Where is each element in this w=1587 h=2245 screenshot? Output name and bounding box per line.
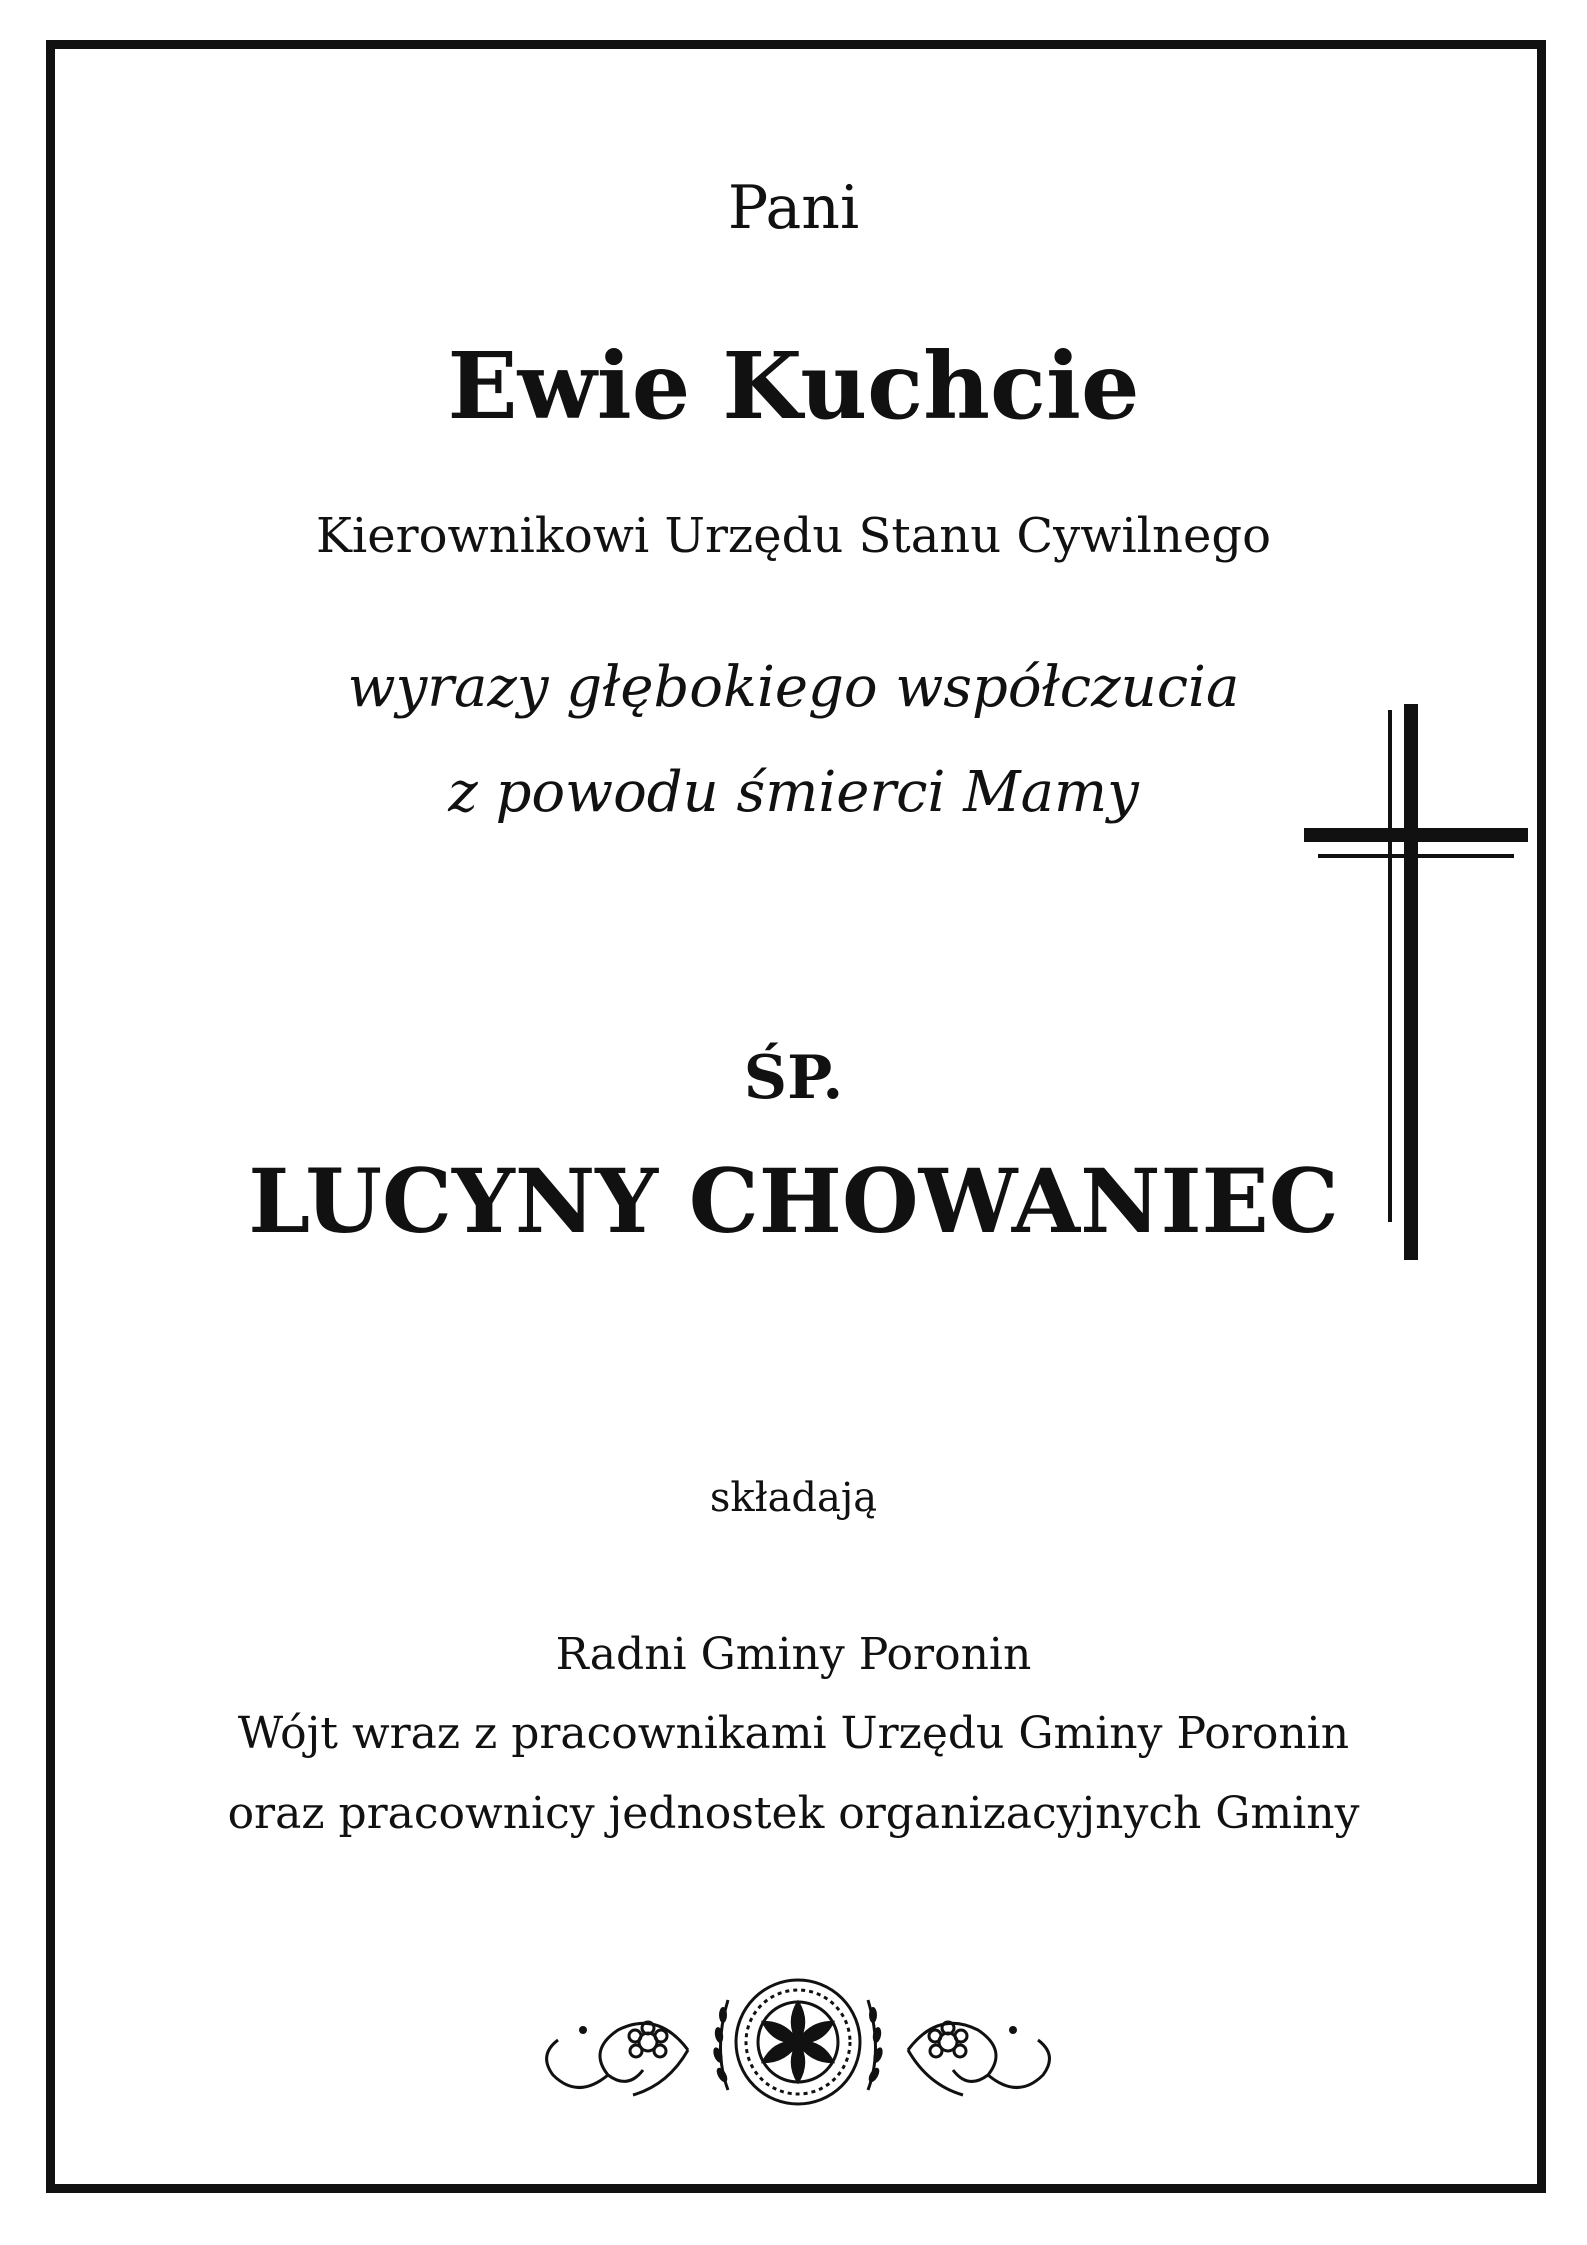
deceased-name: LUCYNY CHOWANIEC [248,1149,1339,1253]
sp-abbreviation: ŚP. [743,1043,844,1113]
signatory-line-3: oraz pracownicy jednostek organizacyjnych Gminy [227,1788,1360,1839]
cross-icon [1304,704,1528,1260]
recipient-role: Kierownikowi Urzędu Stanu Cywilnego [316,508,1271,564]
signatory-line-1: Radni Gminy Poronin [555,1629,1032,1680]
signatory-line-2: Wójt wraz z pracownikami Urzędu Gminy Poronin [237,1708,1350,1759]
verb-skladaja: składają [709,1475,878,1521]
sympathy-line-2: z powodu śmierci Mamy [448,760,1139,825]
salutation: Pani [727,173,860,243]
sympathy-line-1: wyrazy głębokiego współczucia [347,655,1240,720]
recipient-name: Ewie Kuchcie [447,332,1140,440]
folk-ornament-icon [538,1970,1058,2120]
